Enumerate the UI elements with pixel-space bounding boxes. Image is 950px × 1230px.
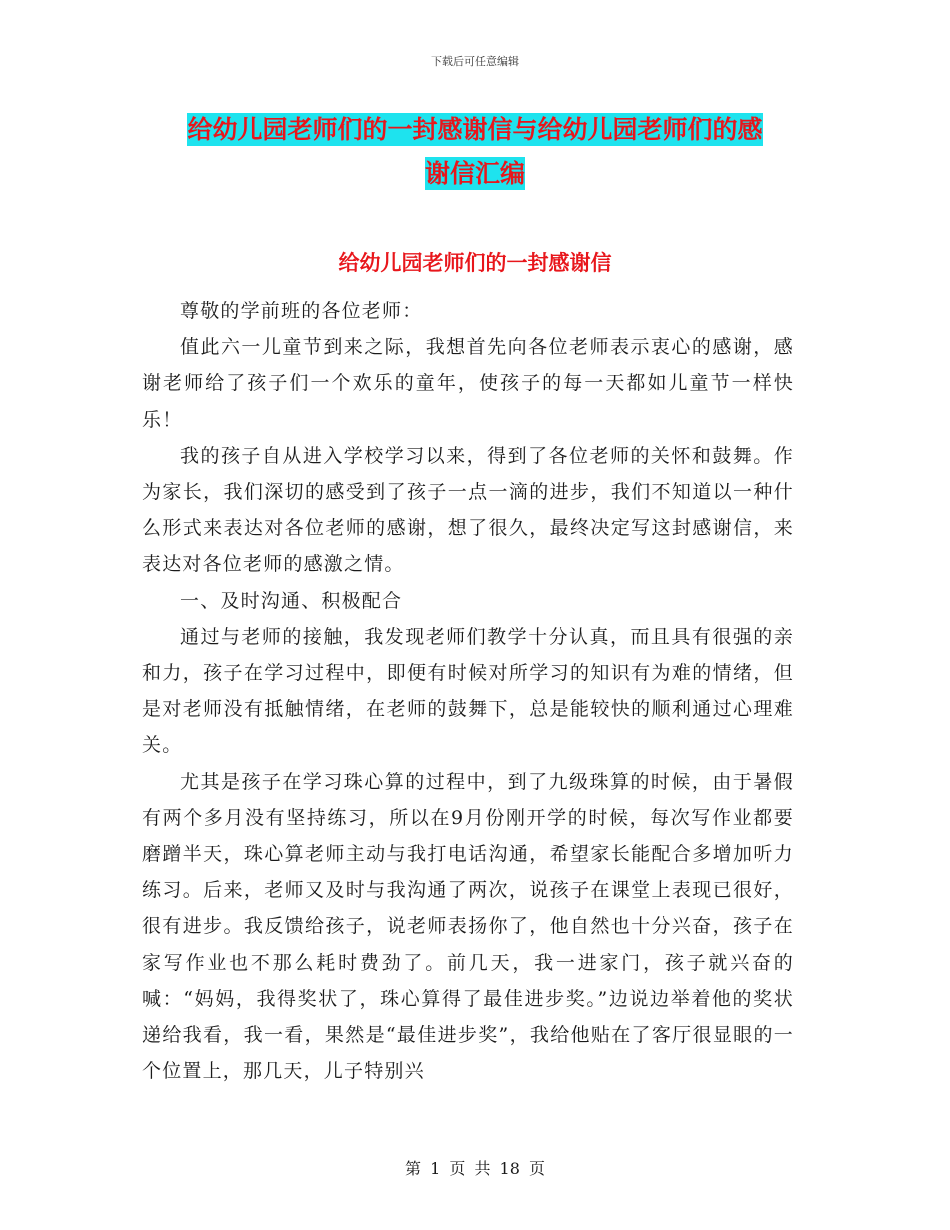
paragraph: 值此六一儿童节到来之际，我想首先向各位老师表示衷心的感谢，感谢老师给了孩子们一个欢乐的童年，使孩子的每一天都如儿童节一样快乐！: [142, 336, 794, 431]
paragraph: 尤其是孩子在学习珠心算的过程中，到了九级珠算的时候，由于暑假有两个多月没有坚持练习，所以在9月份刚开学的时候，每次写作业都要磨蹭半天，珠心算老师主动与我打电话沟通，希望家长能配合多增加听力练习。后来，老师又及时与我沟通了两次，说孩子在课堂上表现已很好，很有进步。我反馈给孩子，说老师表扬你了，他自然也十分兴奋，孩子在家写作业也不那么耗时费劲了。前几天，我一进家门，孩子就兴奋的喊：“妈妈，我得奖状了，珠心算得了最佳进步奖。”边说边举着他的奖状递给我看，我一看，果然是“最佳进步奖”，我给他贴在了客厅很显眼的一个位置上，那几天，儿子特别兴: [142, 770, 794, 1083]
letter-body: [142, 293, 794, 1089]
paragraph: 我的孩子自从进入学校学习以来，得到了各位老师的关怀和鼓舞。作为家长，我们深切的感受到了孩子一点一滴的进步，我们不知道以一种什么形式来表达对各位老师的感谢，想了很久，最终决定写这封感谢信，来表达对各位老师的感激之情。: [142, 444, 794, 576]
document-title: [140, 108, 810, 196]
paragraph: 通过与老师的接触，我发现老师们教学十分认真，而且具有很强的亲和力，孩子在学习过程中，即便有时候对所学习的知识有为难的情绪，但是对老师没有抵触情绪，在老师的鼓舞下，总是能较快的顺利通过心理难关。: [142, 625, 794, 757]
title-line-2: 谢信汇编: [424, 159, 525, 188]
title-line-1: 给幼儿园老师们的一封感谢信与给幼儿园老师们的感: [187, 115, 763, 144]
letter-title: 给幼儿园老师们的一封感谢信: [338, 251, 612, 275]
page-footer: 第 1 页 共 18 页: [405, 1159, 545, 1178]
salutation: 尊敬的学前班的各位老师：: [180, 300, 423, 322]
header-note: 下载后可任意编辑: [431, 55, 519, 68]
section-heading: 一、及时沟通、积极配合: [180, 589, 403, 612]
